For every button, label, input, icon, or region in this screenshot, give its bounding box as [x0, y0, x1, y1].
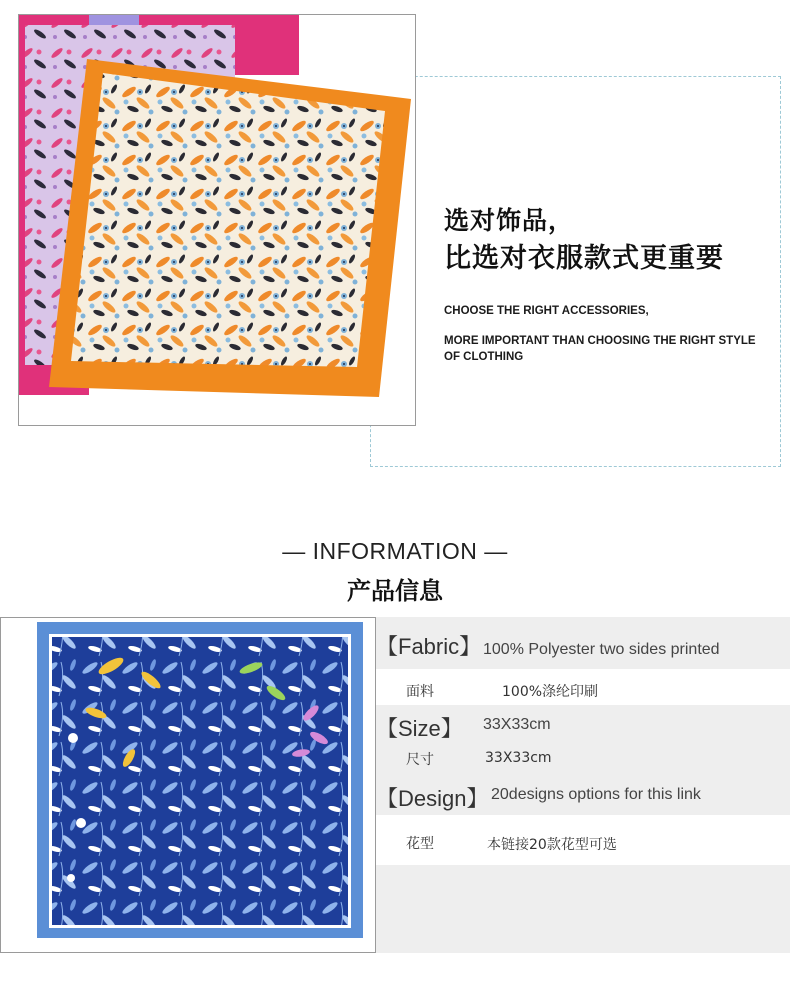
spec-row-design-zh	[376, 815, 790, 865]
spec-table	[376, 617, 790, 953]
product-info-heading: 产品信息	[347, 577, 443, 605]
hero-title-line1: 选对饰品，	[444, 206, 575, 235]
size-label-zh: 尺寸	[406, 752, 434, 768]
scarf-photo-graphic	[19, 15, 416, 426]
spec-row-design	[376, 773, 790, 815]
design-label-zh: 花型	[406, 836, 434, 852]
size-value: 33X33cm	[483, 716, 551, 733]
size-value-zh: 33X33cm	[485, 750, 552, 766]
hero-subtitle-line1: CHOOSE THE RIGHT ACCESSORIES,	[444, 305, 649, 317]
design-value: 20designs options for this link	[491, 786, 701, 803]
hero-title-line2: 比选对衣服款式更重要	[444, 243, 724, 274]
blue-scarf-graphic	[1, 618, 376, 953]
spec-row-size	[376, 705, 790, 743]
hero-subtitle-line2: MORE IMPORTANT THAN CHOOSING THE RIGHT STYLE OF CLOTHING	[444, 335, 756, 363]
fabric-value-zh: 100%涤纶印刷	[502, 684, 599, 700]
design-label: 【Design】	[376, 786, 489, 811]
spec-row-fabric	[376, 617, 790, 669]
spec-filler	[376, 865, 790, 953]
scarf-photo-orange	[18, 14, 416, 426]
spec-row-size-zh	[376, 743, 790, 773]
fabric-value: 100% Polyester two sides printed	[483, 641, 720, 658]
design-value-zh: 本链接20款花型可选	[487, 837, 617, 853]
information-heading: — INFORMATION —	[282, 538, 508, 564]
fabric-label: 【Fabric】	[376, 634, 482, 659]
size-label: 【Size】	[376, 716, 463, 741]
spec-row-fabric-zh	[376, 669, 790, 705]
hero-title	[444, 203, 724, 279]
fabric-label-zh: 面料	[406, 684, 434, 700]
scarf-photo-blue	[0, 617, 376, 953]
